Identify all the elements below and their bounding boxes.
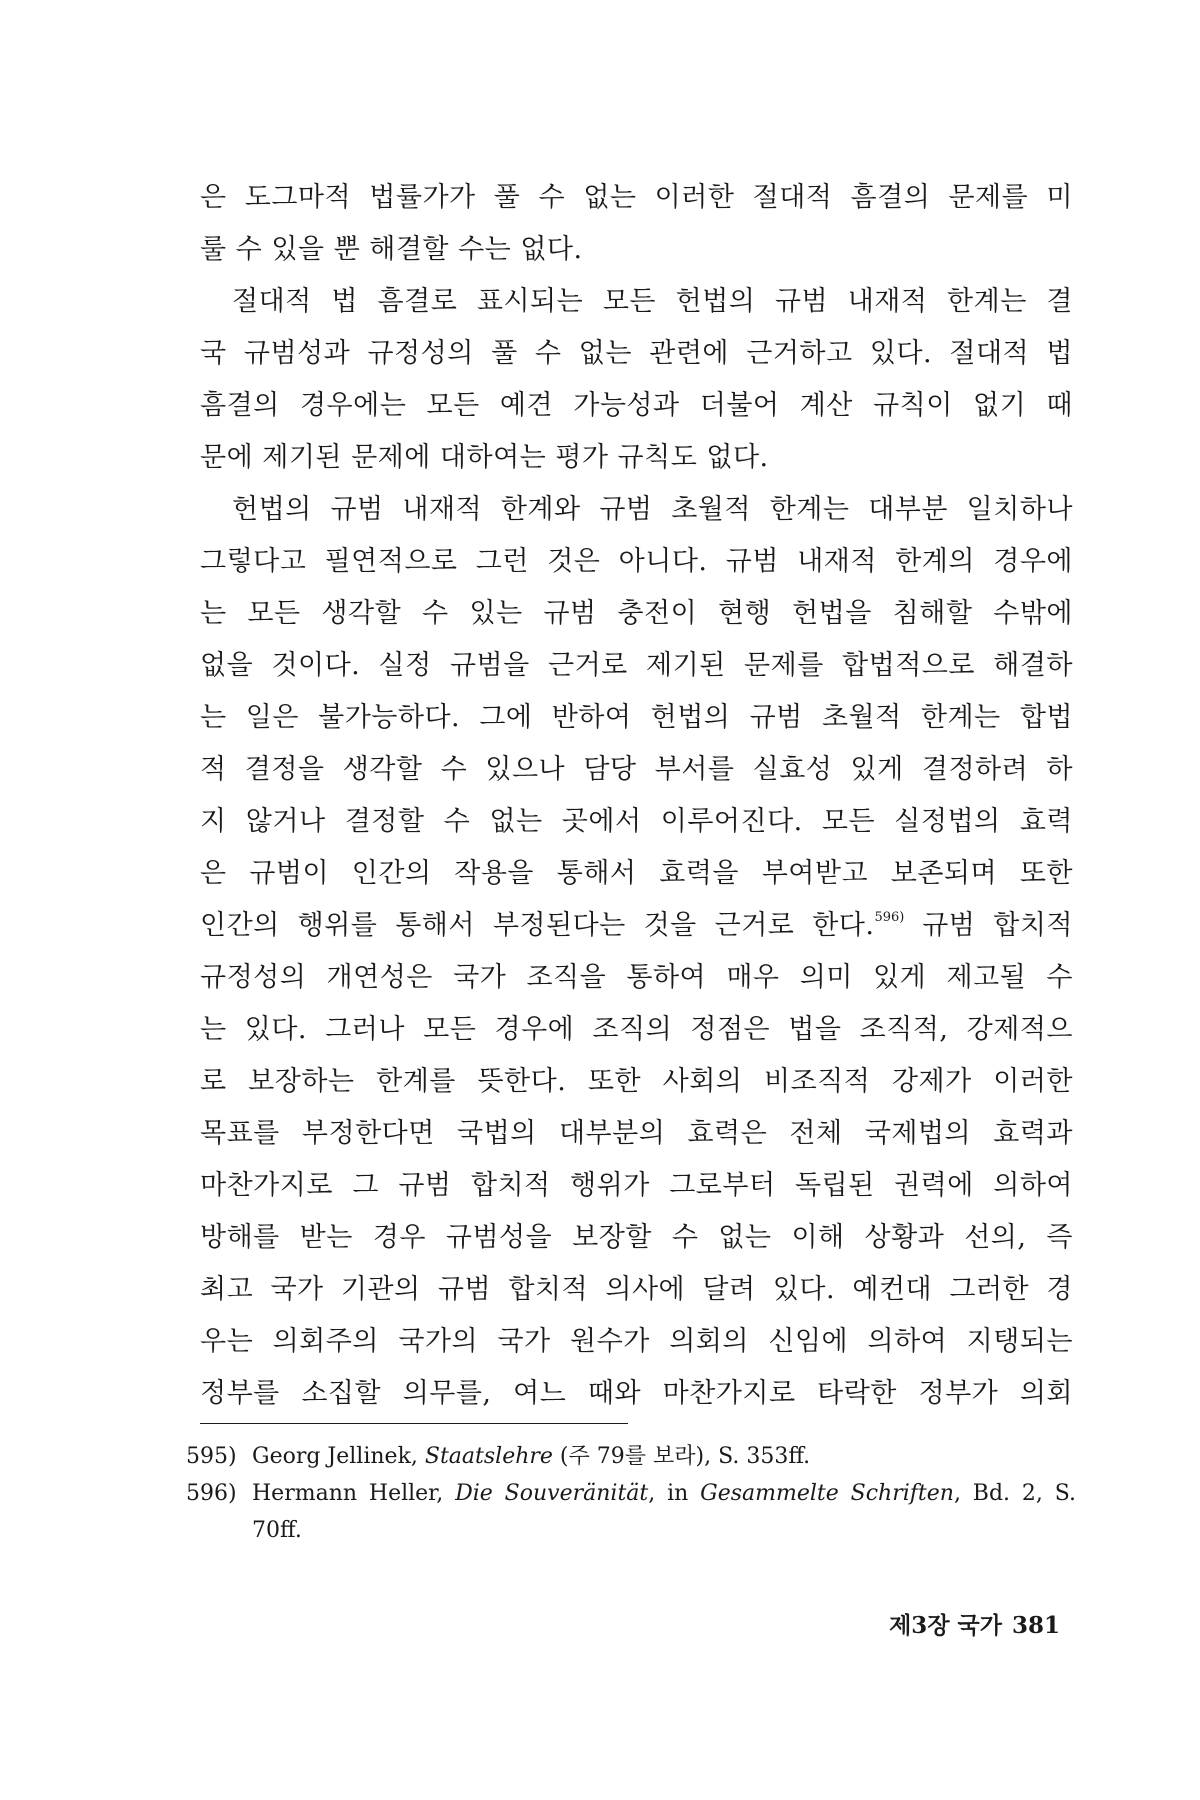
text-line: 우는 의회주의 국가의 국가 원수가 의회의 신임에 의하여 지탱되는 (200, 1326, 1073, 1357)
text-line: 지 않거나 결정할 수 없는 곳에서 이루어진다. 모든 실정법의 효력 (200, 806, 1073, 837)
footnote-596 (186, 1475, 1076, 1512)
text-line: 최고 국가 기관의 규범 합치적 의사에 달려 있다. 예컨대 그러한 경 (200, 1274, 1073, 1305)
text-line: 국 규범성과 규정성의 풀 수 없는 관련에 근거하고 있다. 절대적 법 (200, 338, 1073, 369)
footnote-text (252, 1475, 1076, 1512)
footnote-595 (186, 1438, 1076, 1475)
footnote-locator: (주 79를 보라), S. 353ff. (552, 1444, 811, 1469)
footnotes (186, 1438, 1076, 1549)
chapter-label: 제3장 국가 (889, 1612, 1002, 1639)
text-line: 는 일은 불가능하다. 그에 반하여 헌법의 규범 초월적 한계는 합법 (200, 702, 1073, 733)
page-number: 381 (1011, 1612, 1060, 1639)
text-line-with-footnote (200, 900, 1073, 952)
footnote-author: Georg Jellinek, (252, 1444, 425, 1469)
footnote-collection-title: Gesammelte Schriften (700, 1481, 954, 1506)
running-footer (879, 1607, 1060, 1640)
text-line: 그렇다고 필연적으로 그런 것은 아니다. 규범 내재적 한계의 경우에 (200, 546, 1073, 577)
footnote-work-title: Staatslehre (424, 1444, 553, 1469)
text-line: 는 모든 생각할 수 있는 규범 충전이 현행 헌법을 침해할 수밖에 (200, 598, 1073, 629)
footnote-author: Hermann Heller, (252, 1481, 456, 1506)
footnote-connector: , in (648, 1481, 701, 1506)
text-segment: 규범 합치적 (904, 910, 1073, 941)
text-line: 은 도그마적 법률가가 풀 수 없는 이러한 절대적 흠결의 문제를 미 (200, 182, 1073, 213)
footnote-text (252, 1438, 1076, 1475)
footnote-work-title: Die Souveränität (455, 1481, 649, 1506)
text-line: 절대적 법 흠결로 표시되는 모든 헌법의 규범 내재적 한계는 결 (232, 286, 1073, 317)
text-line: 방해를 받는 경우 규범성을 보장할 수 없는 이해 상황과 선의, 즉 (200, 1222, 1073, 1253)
text-line: 정부를 소집할 의무를, 여느 때와 마찬가지로 타락한 정부가 의회 (200, 1378, 1073, 1409)
text-segment: 인간의 행위를 통해서 부정된다는 것을 근거로 한다. (200, 910, 875, 941)
text-line: 규정성의 개연성은 국가 조직을 통하여 매우 의미 있게 제고될 수 (200, 962, 1073, 993)
text-line: 문에 제기된 문제에 대하여는 평가 규칙도 없다. (200, 442, 769, 473)
text-line: 흠결의 경우에는 모든 예견 가능성과 더불어 계산 규칙이 없기 때 (200, 390, 1073, 421)
text-line: 은 규범이 인간의 작용을 통해서 효력을 부여받고 보존되며 또한 (200, 858, 1073, 889)
text-line: 헌법의 규범 내재적 한계와 규범 초월적 한계는 대부분 일치하나 (232, 494, 1073, 525)
body-text (200, 172, 1073, 1420)
text-line: 마찬가지로 그 규범 합치적 행위가 그로부터 독립된 권력에 의하여 (200, 1170, 1073, 1201)
text-line: 적 결정을 생각할 수 있으나 담당 부서를 실효성 있게 결정하려 하 (200, 754, 1073, 785)
footnote-reference[interactable]: 596) (874, 910, 905, 925)
text-line: 목표를 부정한다면 국법의 대부분의 효력은 전체 국제법의 효력과 (200, 1118, 1073, 1149)
footnote-locator: , Bd. 2, S. (953, 1481, 1076, 1506)
footnote-continuation: 70ff. (252, 1518, 302, 1543)
footnote-number: 596) (186, 1481, 237, 1506)
footnote-number: 595) (186, 1444, 237, 1469)
footnote-divider (200, 1423, 628, 1424)
text-line: 룰 수 있을 뿐 해결할 수는 없다. (200, 234, 583, 265)
text-line: 는 있다. 그러나 모든 경우에 조직의 정점은 법을 조직적, 강제적으 (200, 1014, 1073, 1045)
text-line: 로 보장하는 한계를 뜻한다. 또한 사회의 비조직적 강제가 이러한 (200, 1066, 1073, 1097)
text-line: 없을 것이다. 실정 규범을 근거로 제기된 문제를 합법적으로 해결하 (200, 650, 1073, 681)
